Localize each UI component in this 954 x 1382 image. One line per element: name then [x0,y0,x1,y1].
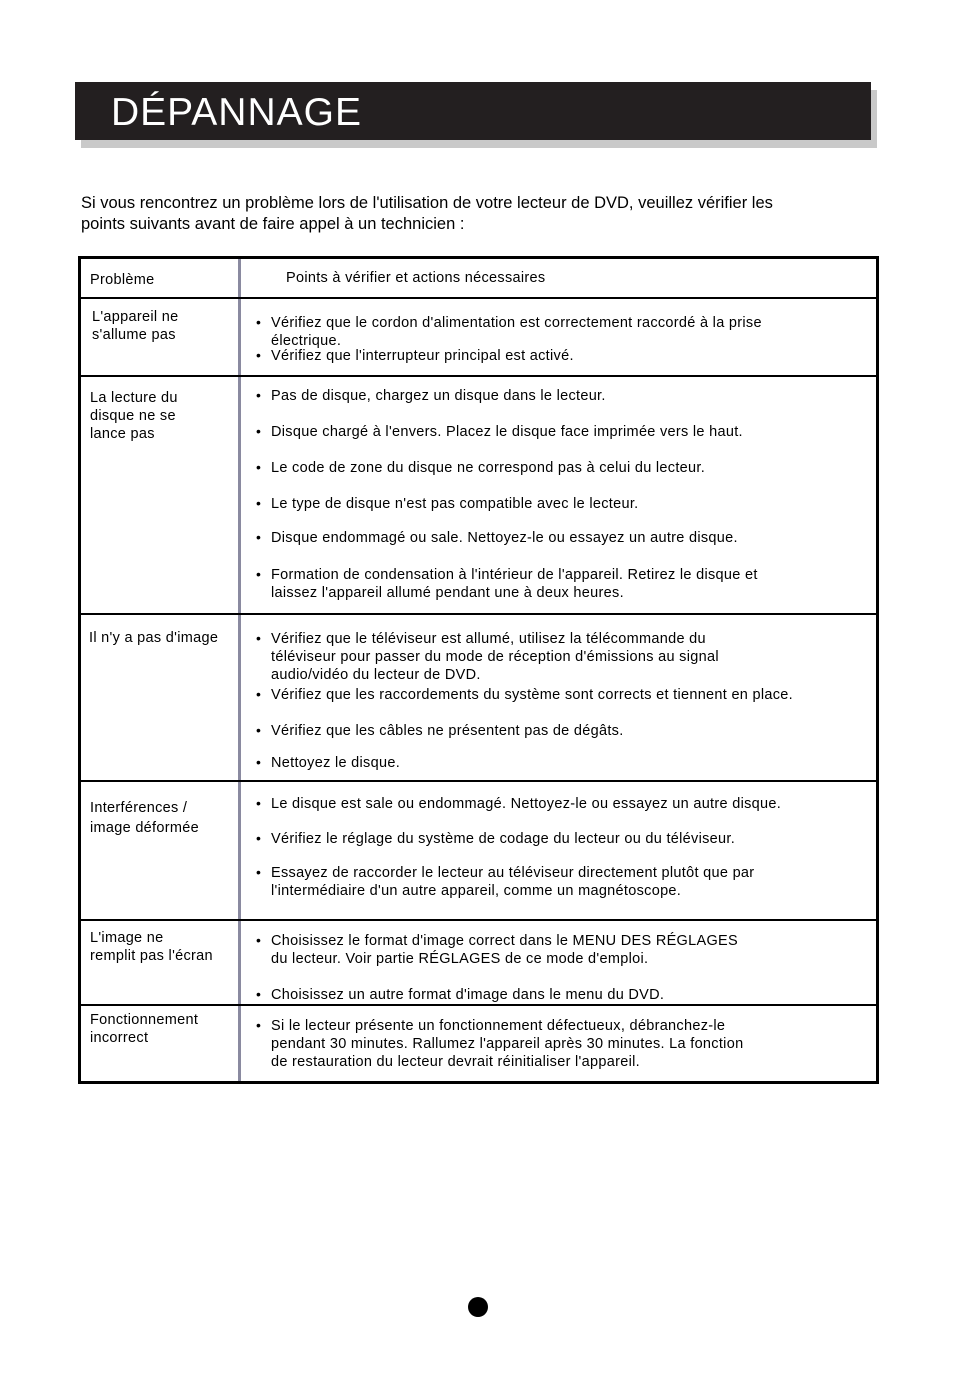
bullet-icon: • [256,630,262,646]
list-item: • Le type de disque n'est pas compatible avec le lecteur. [256,495,639,512]
troubleshooting-table [78,256,879,1084]
row-separator [81,919,876,921]
bullet-icon: • [256,864,262,880]
bullet-icon: • [256,459,262,475]
list-item: • Vérifiez le réglage du système de codage du lecteur ou du téléviseur. [256,830,736,847]
list-item: • Pas de disque, chargez un disque dans le lecteur. [256,387,606,404]
column-divider [238,259,241,1081]
list-item: • Essayez de raccorder le lecteur au téléviseur directement plutôt que par l'intermédiaire d'un autre appareil, comme un magnétoscope. [256,864,755,899]
bullet-icon: • [256,314,262,330]
bullet-icon: • [256,495,262,511]
list-item: • Disque chargé à l'envers. Placez le disque face imprimée vers le haut. [256,423,743,440]
bullet-icon: • [256,529,262,545]
page-title: DÉPANNAGE [111,91,362,134]
bullet-icon: • [256,387,262,403]
row-separator [81,613,876,615]
list-item: • Vérifiez que le téléviseur est allumé, utilisez la télécommande du téléviseur pour passer du mode de réception d'émissions au signal audio/vidéo du lecteur de DVD. [256,630,719,683]
bullet-icon: • [256,795,262,811]
intro-line: Si vous rencontrez un problème lors de l'utilisation de votre lecteur de DVD, veuillez vérifier les [81,194,773,212]
row-separator [81,375,876,377]
list-item: • Vérifiez que le cordon d'alimentation est correctement raccordé à la prise électrique. [256,314,762,349]
header-actions: Points à vérifier et actions nécessaires [286,270,546,286]
row-problem: L'appareil ne s'allume pas [92,309,179,343]
intro-line: points suivants avant de faire appel à un technicien : [81,215,465,233]
list-item: • Vérifiez que l'interrupteur principal est activé. [256,347,574,364]
intro-paragraph [81,193,881,235]
bullet-icon: • [256,566,262,582]
row-separator [81,780,876,782]
row-problem: Interférences / image déformée [90,800,199,836]
list-item: • Vérifiez que les raccordements du système sont corrects et tiennent en place. [256,686,793,703]
header-problem: Problème [90,272,155,288]
bullet-icon: • [256,1017,262,1033]
list-item: • Le code de zone du disque ne correspond pas à celui du lecteur. [256,459,706,476]
list-item: • Formation de condensation à l'intérieur de l'appareil. Retirez le disque et laissez l'appareil allumé pendant une à deux heures. [256,566,758,601]
list-item: • Vérifiez que les câbles ne présentent pas de dégâts. [256,722,624,739]
bullet-icon: • [256,423,262,439]
row-separator [81,1004,876,1006]
title-bar [75,82,871,140]
list-item: • Nettoyez le disque. [256,754,401,771]
list-item: • Choisissez un autre format d'image dans le menu du DVD. [256,986,665,1003]
list-item: • Disque endommagé ou sale. Nettoyez-le ou essayez un autre disque. [256,529,738,546]
row-problem: Fonctionnement incorrect [90,1012,199,1046]
row-problem: Il n'y a pas d'image [89,630,219,646]
row-problem: L'image ne remplit pas l'écran [90,930,213,964]
row-problem: La lecture du disque ne se lance pas [90,390,178,442]
bullet-icon: • [256,347,262,363]
list-item: • Le disque est sale ou endommagé. Nettoyez-le ou essayez un autre disque. [256,795,782,812]
row-separator [81,297,876,299]
list-item: • Choisissez le format d'image correct dans le MENU DES RÉGLAGES du lecteur. Voir partie RÉGLAGES de ce mode d'emploi. [256,932,738,967]
bullet-icon: • [256,722,262,738]
bullet-icon: • [256,686,262,702]
page-marker-dot [468,1297,488,1317]
bullet-icon: • [256,830,262,846]
bullet-icon: • [256,932,262,948]
bullet-icon: • [256,754,262,770]
bullet-icon: • [256,986,262,1002]
list-item: • Si le lecteur présente un fonctionnement défectueux, débranchez-le pendant 30 minutes. Rallumez l'appareil après 30 minutes. La fonction de restauration du lecteur devrait réinitialiser l'appareil. [256,1017,744,1070]
